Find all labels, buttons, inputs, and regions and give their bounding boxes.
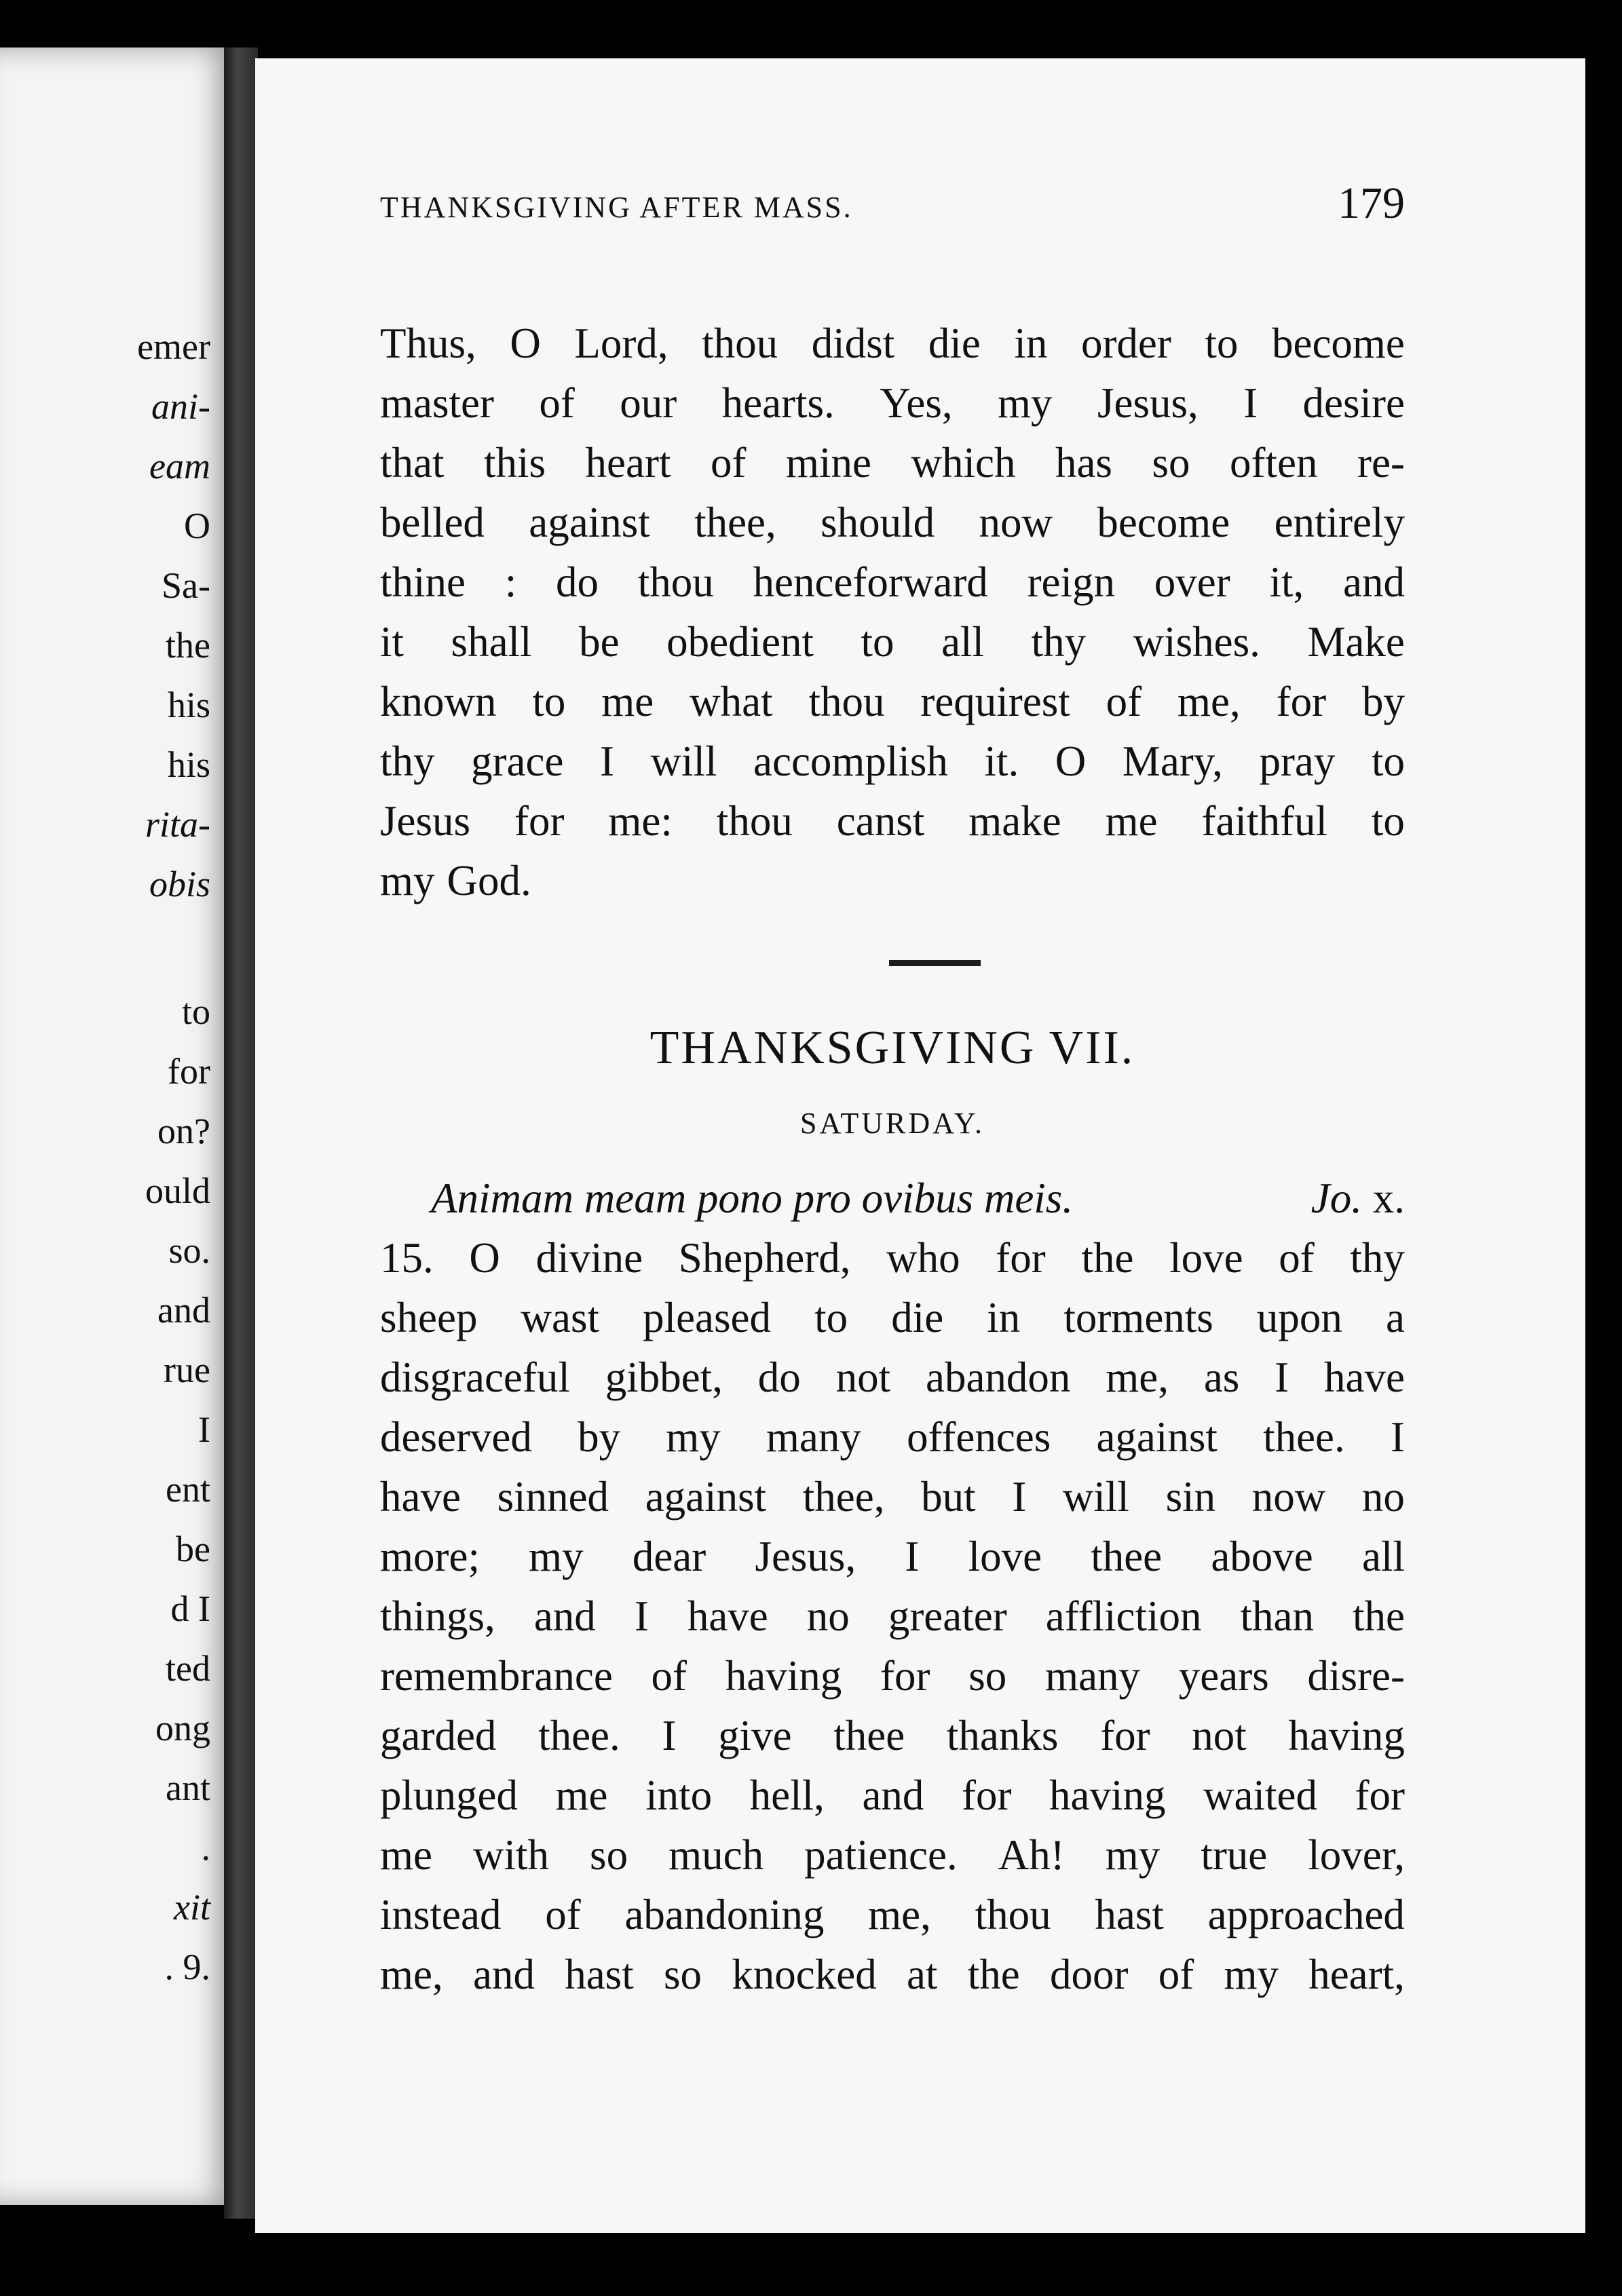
left-page-text-fragment: to — [181, 991, 210, 1032]
text-line: thine : do thou henceforward reign over it, and — [380, 558, 1405, 606]
left-page-text-fragment: be — [176, 1529, 210, 1569]
left-page-text-fragment: obis — [149, 864, 210, 904]
book-gutter — [224, 47, 258, 2219]
text-line: disgraceful gibbet, do not abandon me, as I have — [380, 1354, 1405, 1401]
text-line — [380, 1168, 1405, 1228]
text-line: known to me what thou requirest of me, for by — [380, 678, 1405, 725]
left-page-text-fragment: . 9. — [164, 1947, 210, 1987]
section-divider — [889, 960, 981, 966]
scripture-reference: Jo. x. — [1310, 1174, 1405, 1222]
left-page-text-fragment: the — [166, 625, 210, 666]
left-page-text-fragment: ted — [166, 1648, 210, 1689]
left-page-text-fragment: on? — [157, 1111, 210, 1151]
running-title: THANKSGIVING AFTER MASS. — [380, 191, 853, 224]
text-line: more; my dear Jesus, I love thee above all — [380, 1533, 1405, 1580]
text-line: sheep wast pleased to die in torments upon a — [380, 1294, 1405, 1341]
left-page-text-fragment: rita- — [145, 804, 210, 845]
page-header — [380, 178, 1405, 239]
left-page-text-fragment: d I — [170, 1588, 210, 1629]
text-line: thy grace I will accomplish it. O Mary, pray to — [380, 738, 1405, 785]
left-page-text-fragment: and — [157, 1290, 210, 1331]
text-line: me, and hast so knocked at the door of my heart, — [380, 1951, 1405, 1998]
paragraph-2 — [380, 1168, 1405, 2004]
section-subtitle: SATURDAY. — [800, 1107, 985, 1140]
left-page-text-fragment: ant — [166, 1767, 210, 1808]
left-page-text-fragment: ent — [166, 1469, 210, 1510]
left-page-text-fragment: for — [168, 1051, 210, 1092]
text-line: 15. O divine Shepherd, who for the love of thy — [380, 1234, 1405, 1282]
text-line: Jesus for me: thou canst make me faithful to — [380, 797, 1405, 845]
text-line: Thus, O Lord, thou didst die in order to become — [380, 320, 1405, 367]
page-number: 179 — [1338, 178, 1405, 228]
text-line: me with so much patience. Ah! my true lover, — [380, 1831, 1405, 1879]
left-page-text-fragment: so. — [168, 1230, 210, 1271]
left-page-text-fragment: I — [198, 1409, 210, 1450]
text-line: have sinned against thee, but I will sin now no — [380, 1473, 1405, 1520]
section-title: THANKSGIVING VII. — [649, 1022, 1135, 1074]
text-line: it shall be obedient to all thy wishes. Make — [380, 618, 1405, 666]
left-page-text-fragment: ong — [155, 1708, 210, 1748]
left-page-text-fragment: xit — [174, 1887, 210, 1928]
paragraph-1 — [380, 313, 1405, 911]
left-page-text-fragment: eam — [149, 446, 210, 486]
left-page-text-fragment: Sa- — [162, 565, 210, 606]
left-page-text-fragment: ould — [145, 1170, 210, 1211]
text-line: master of our hearts. Yes, my Jesus, I desire — [380, 379, 1405, 427]
text-line: instead of abandoning me, thou hast approached — [380, 1891, 1405, 1938]
text-line: remembrance of having for so many years disre- — [380, 1652, 1405, 1700]
left-page-text-fragment: emer — [137, 326, 210, 367]
left-page-text-fragment: his — [167, 744, 210, 785]
left-page-fragment — [0, 47, 238, 2205]
text-line: deserved by my many offences against thee. I — [380, 1413, 1405, 1461]
left-page-text-fragment: rue — [164, 1350, 210, 1390]
left-page-text-fragment: his — [167, 685, 210, 725]
text-line: that this heart of mine which has so often re- — [380, 439, 1405, 486]
left-page-text-fragment: . — [201, 1827, 210, 1868]
latin-quotation: Animam meam pono pro ovibus meis. — [431, 1174, 1074, 1222]
text-line: my God. — [380, 857, 531, 904]
left-page-text-fragment: O — [184, 505, 210, 546]
text-line: things, and I have no greater affliction than the — [380, 1592, 1405, 1640]
left-page-text-fragment: ani- — [151, 386, 210, 427]
text-line: plunged me into hell, and for having waited for — [380, 1772, 1405, 1819]
text-line: garded thee. I give thee thanks for not having — [380, 1712, 1405, 1759]
text-line: belled against thee, should now become entirely — [380, 499, 1405, 546]
